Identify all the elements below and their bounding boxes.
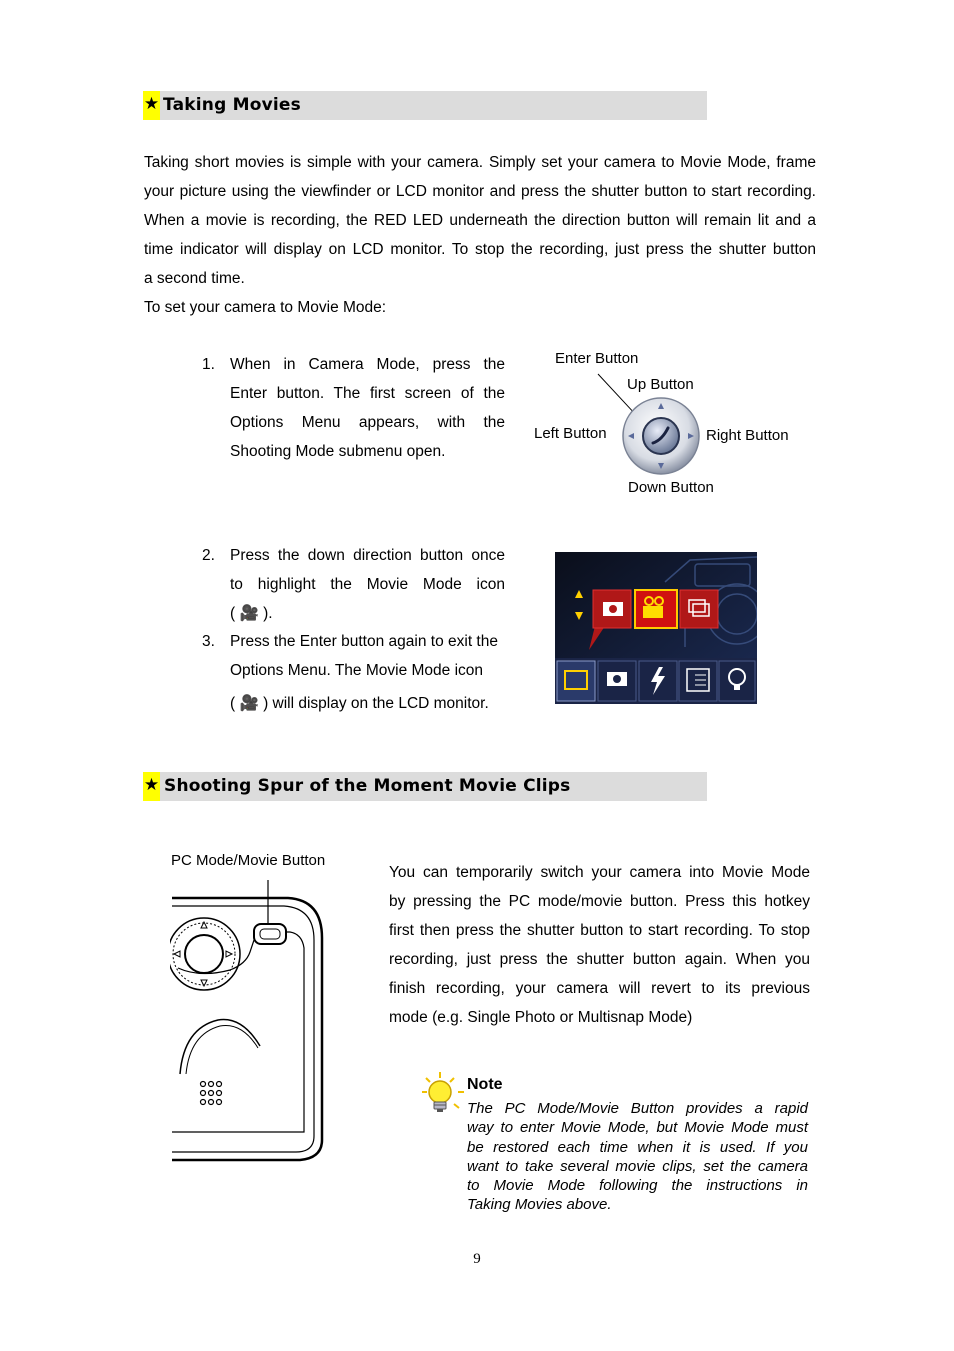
- intro-line: time indicator will display on LCD monitor. To stop the recording, just press the shutter button: [144, 241, 816, 258]
- step-line: ( 🎥 ) will display on the LCD monitor.: [230, 695, 489, 712]
- star-icon: ★: [143, 91, 160, 120]
- pc-mode-movie-button-label: PC Mode/Movie Button: [171, 852, 326, 869]
- step-line: to highlight the Movie Mode icon: [230, 576, 505, 593]
- note-line: Taking Movies above.: [467, 1196, 612, 1214]
- section-header-taking-movies: [143, 91, 707, 120]
- note-line: to Movie Mode following the instructions in: [467, 1177, 808, 1195]
- camera-back-illustration: [170, 878, 330, 1164]
- settings-list-icon: [679, 661, 717, 701]
- section-title: Taking Movies: [163, 95, 301, 115]
- down-button-label: Down Button: [628, 479, 714, 496]
- body-line: by pressing the PC mode/movie button. Press this hotkey: [389, 893, 810, 910]
- right-button-label: Right Button: [706, 427, 789, 444]
- pc-mode-movie-button-icon[interactable]: [254, 924, 286, 944]
- intro-line: When a movie is recording, the RED LED underneath the direction button will remain lit and a: [144, 212, 816, 229]
- body-line: You can temporarily switch your camera into Movie Mode: [389, 864, 810, 881]
- multisnap-icon: [680, 590, 718, 628]
- note-title: Note: [467, 1076, 503, 1093]
- step-3-text: [230, 627, 520, 718]
- intro-paragraph: [144, 148, 816, 322]
- page-number: 9: [473, 1251, 481, 1267]
- step-number: 3.: [202, 633, 215, 650]
- up-button-label: Up Button: [627, 376, 694, 393]
- speaker-grille-icon: [201, 1082, 222, 1105]
- body-line: finish recording, your camera will revert to its previous: [389, 980, 810, 997]
- step-line: When in Camera Mode, press the: [230, 356, 505, 373]
- body-line: first then press the shutter button to start recording. To stop: [389, 922, 810, 939]
- left-button-label: Left Button: [534, 425, 607, 442]
- enter-button-label: Enter Button: [555, 350, 639, 367]
- tip-bulb-icon: [719, 661, 755, 701]
- note-line: want to take several movie clips, set the camera: [467, 1157, 808, 1175]
- step-line: Options Menu appears, with the: [230, 414, 505, 431]
- step-line: Press the Enter button again to exit the: [230, 633, 498, 650]
- note-line: The PC Mode/Movie Button provides a rapid: [467, 1100, 808, 1117]
- body-line: recording, just press the shutter button again. When you: [389, 951, 810, 968]
- lcd-menu-screenshot: [555, 552, 757, 704]
- step-line: Shooting Mode submenu open.: [230, 443, 446, 460]
- step-1-text: [230, 350, 505, 466]
- setup-line: To set your camera to Movie Mode:: [144, 299, 387, 316]
- step-number: 1.: [202, 356, 215, 373]
- step-line: Press the down direction button once: [230, 547, 505, 564]
- note-line: way to enter Movie Mode, but Movie Mode must: [467, 1119, 808, 1137]
- section-title: Shooting Spur of the Moment Movie Clips: [164, 776, 571, 796]
- body-line: mode (e.g. Single Photo or Multisnap Mode): [389, 1009, 693, 1026]
- step-number: 2.: [202, 547, 215, 564]
- note-line: be restored each time when it is used. If you: [467, 1138, 808, 1156]
- section-header-spur-movie: [143, 772, 707, 801]
- spur-movie-paragraph: [389, 858, 810, 1032]
- step-line: Options Menu. The Movie Mode icon: [230, 662, 484, 679]
- intro-line: your picture using the viewfinder or LCD monitor and press the shutter button to start recording.: [144, 183, 816, 200]
- enter-button-icon: [185, 935, 223, 973]
- lightbulb-icon: [420, 1070, 466, 1114]
- step-2-text: [230, 541, 505, 628]
- note-body: [467, 1099, 808, 1215]
- step-line: ( 🎥 ).: [230, 605, 273, 622]
- size-icon: [557, 661, 595, 701]
- intro-line: Taking short movies is simple with your camera. Simply set your camera to Movie Mode, frame: [144, 154, 816, 171]
- dpad-diagram: [590, 370, 710, 480]
- intro-line: a second time.: [144, 270, 245, 287]
- star-icon: ★: [143, 772, 160, 801]
- step-line: Enter button. The first screen of the: [230, 385, 505, 402]
